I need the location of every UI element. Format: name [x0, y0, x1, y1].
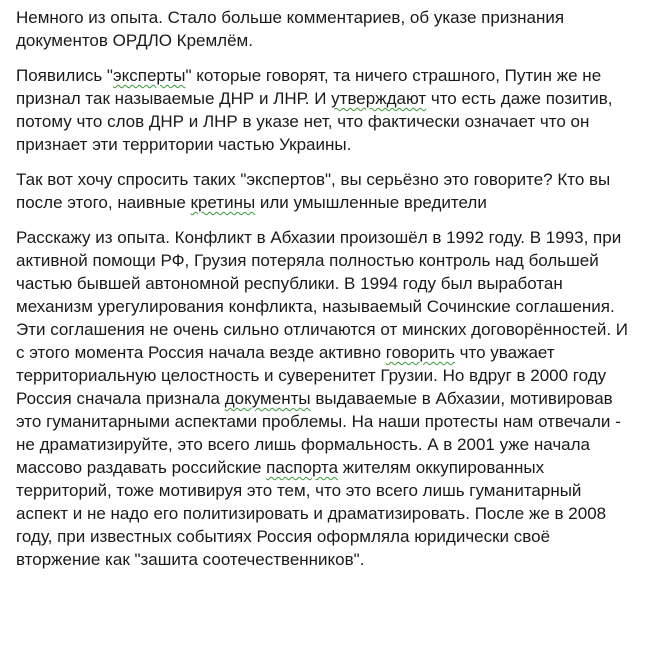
text-line: [16, 110, 641, 133]
text-segment: активной помощи РФ, Грузия потеряла полностью контроль над большей: [16, 251, 599, 270]
spellcheck-flagged-word: эксперты: [112, 66, 186, 85]
paragraph: [16, 226, 641, 571]
text-segment: году, при известных событиях Россия оформляла юридически своё: [16, 527, 551, 546]
text-segment: Немного из опыта. Стало больше комментариев, об указе признания: [16, 8, 565, 27]
text-line: [16, 502, 641, 525]
text-line: [16, 272, 641, 295]
text-segment: вторжение как "зашита соотечественников".: [16, 550, 365, 569]
text-segment: аспект и не надо его политизировать и драматизировать. После же в 2008: [16, 504, 607, 523]
paragraph: [16, 64, 641, 156]
text-line: [16, 133, 641, 156]
text-line: [16, 191, 641, 214]
text-segment: Расскажу из опыта. Конфликт в Абхазии произошёл в 1992 году. В 1993, при: [16, 228, 622, 247]
text-line: [16, 64, 641, 87]
text-line: [16, 410, 641, 433]
text-line: [16, 525, 641, 548]
text-segment: территориальную целостность и суверенитет Грузии. Но вдруг в 2000 году: [16, 366, 607, 385]
text-line: [16, 6, 641, 29]
text-line: [16, 168, 641, 191]
text-line: [16, 87, 641, 110]
text-line: [16, 226, 641, 249]
document-body: [16, 6, 641, 583]
text-line: [16, 548, 641, 571]
text-segment: массово раздавать российские: [16, 458, 267, 477]
text-segment: частью бывшей автономной республики. В 1994 году был выработан: [16, 274, 563, 293]
text-segment: потому что слов ДНР и ЛНР в указе нет, что фактически означает что он: [16, 112, 590, 131]
text-line: [16, 387, 641, 410]
text-line: [16, 295, 641, 318]
text-segment: или умышленные вредители: [255, 193, 487, 212]
text-segment: признает эти территории частью Украины.: [16, 135, 352, 154]
text-line: [16, 364, 641, 387]
spellcheck-flagged-word: говорить: [385, 343, 455, 362]
text-segment: документов ОРДЛО Кремлём.: [16, 31, 253, 50]
text-segment: Россия сначала признала: [16, 389, 225, 408]
text-line: [16, 29, 641, 52]
paragraph: [16, 6, 641, 52]
text-segment: выдаваемые в Абхазии, мотивировав: [310, 389, 613, 408]
text-segment: признал так называемые ДНР и ЛНР. И: [16, 89, 332, 108]
text-line: [16, 479, 641, 502]
paragraph: [16, 168, 641, 214]
text-segment: это гуманитарными аспектами проблемы. На наши протесты нам отвечали -: [16, 412, 621, 431]
text-line: [16, 249, 641, 272]
spellcheck-flagged-word: кретины: [190, 193, 256, 212]
text-segment: механизм урегулирования конфликта, называемый Сочинские соглашения.: [16, 297, 615, 316]
text-segment: что есть даже позитив,: [426, 89, 613, 108]
text-segment: Так вот хочу спросить таких "экспертов", вы серьёзно это говорите? Кто вы: [16, 170, 611, 189]
text-segment: после этого, наивные: [16, 193, 191, 212]
text-line: [16, 341, 641, 364]
text-line: [16, 456, 641, 479]
text-segment: жителям оккупированных: [338, 458, 545, 477]
text-segment: с этого момента Россия начала везде активно: [16, 343, 386, 362]
spellcheck-flagged-word: паспорта: [266, 458, 339, 477]
text-line: [16, 433, 641, 456]
text-segment: Появились ": [16, 66, 113, 85]
text-segment: не драматизируйте, это всего лишь формальность. А в 2001 уже начала: [16, 435, 590, 454]
text-segment: территорий, тоже мотивируя это тем, что это всего лишь гуманитарный: [16, 481, 582, 500]
text-line: [16, 318, 641, 341]
spellcheck-flagged-word: документы: [224, 389, 311, 408]
text-segment: что уважает: [454, 343, 555, 362]
text-segment: Эти соглашения не очень сильно отличаются от минских договорённостей. И: [16, 320, 628, 339]
spellcheck-flagged-word: утверждают: [331, 89, 427, 108]
text-segment: " которые говорят, та ничего страшного, Путин же не: [185, 66, 602, 85]
